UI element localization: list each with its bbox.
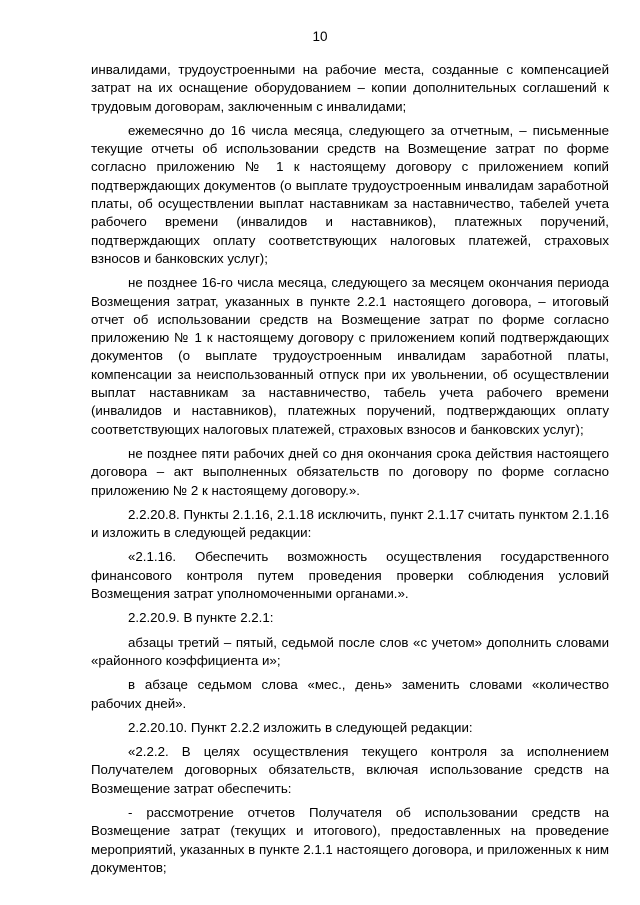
paragraph-amend-abzacy: абзацы третий – пятый, седьмой после слов «с учетом» дополнить словами «районного коэффициента и»; (91, 634, 609, 668)
document-body (91, 61, 609, 883)
paragraph-2-2-20-9: 2.2.20.9. В пункте 2.2.1: (128, 610, 274, 626)
paragraph-2-2-2: «2.2.2. В целях осуществления текущего контроля за исполнением Получателем договорных обязательств, включая использование средств на Возмещение затрат обеспечить: (91, 744, 609, 796)
paragraph-completion-act: не позднее пяти рабочих дней со дня окончания срока действия настоящего договора – акт выполненных обязательств по договору по форме согласно приложению № 2 к настоящему договору.». (91, 445, 609, 498)
paragraph-2-2-20-10: 2.2.20.10. Пункт 2.2.2 изложить в следующей редакции: (128, 719, 473, 735)
paragraph-final-report: не позднее 16-го числа месяца, следующего за месяцем окончания периода Возмещения затрат, указанных в пункте 2.2.1 настоящего договора, – итоговый отчет об использовании средств на Возмещение затрат по форме согласно приложению № 1 к настоящему договору с приложением копий подтверждающих документов (о выплате трудоустроенным инвалидам заработной платы, компенсации за неиспользованный отпуск при их увольнении, об осуществлении выплат наставникам за наставничество, табель учета рабочего времени (инвалидов и наставников), платежных поручений, подтверждающих оплату соответствующих налоговых платежей, страховых взносов и банковских услуг); (91, 275, 609, 437)
paragraph-review-reports: - рассмотрение отчетов Получателя об использовании средств на Возмещение затрат (текущих и итогового), предоставленных на проведение мероприятий, указанных в пункте 2.1.1 настоящего договора, и приложенных к ним документов; (91, 804, 609, 875)
page-number: 10 (312, 29, 328, 44)
paragraph-monthly-reports: ежемесячно до 16 числа месяца, следующего за отчетным, – письменные текущие отчеты об использовании средств на Возмещение затрат по форме согласно приложению № 1 к настоящему договору с приложением копий подтверждающих документов (о выплате трудоустроенным инвалидам заработной платы, об осуществлении выплат наставникам за наставничество, табелей учета рабочего времени (инвалидов и наставников), платежных поручений, подтверждающих оплату соответствующих налоговых платежей, страховых взносов и банковских услуг); (91, 122, 609, 266)
paragraph-continuation: инвалидами, трудоустроенными на рабочие места, созданные с компенсацией затрат на их оснащение оборудованием – копии дополнительных соглашений к трудовым договорам, заключенным с инвалидами; (91, 62, 609, 114)
paragraph-2-1-16: «2.1.16. Обеспечить возможность осуществления государственного финансового контроля путем проведения проверки соблюдения условий Возмещения затрат уполномоченными органами.». (91, 549, 609, 602)
paragraph-2-2-20-8: 2.2.20.8. Пункты 2.1.16, 2.1.18 исключить, пункт 2.1.17 считать пунктом 2.1.16 и изложить в следующей редакции: (91, 506, 609, 541)
paragraph-amend-seventh: в абзаце седьмом слова «мес., день» заменить словами «количество рабочих дней». (91, 677, 609, 711)
